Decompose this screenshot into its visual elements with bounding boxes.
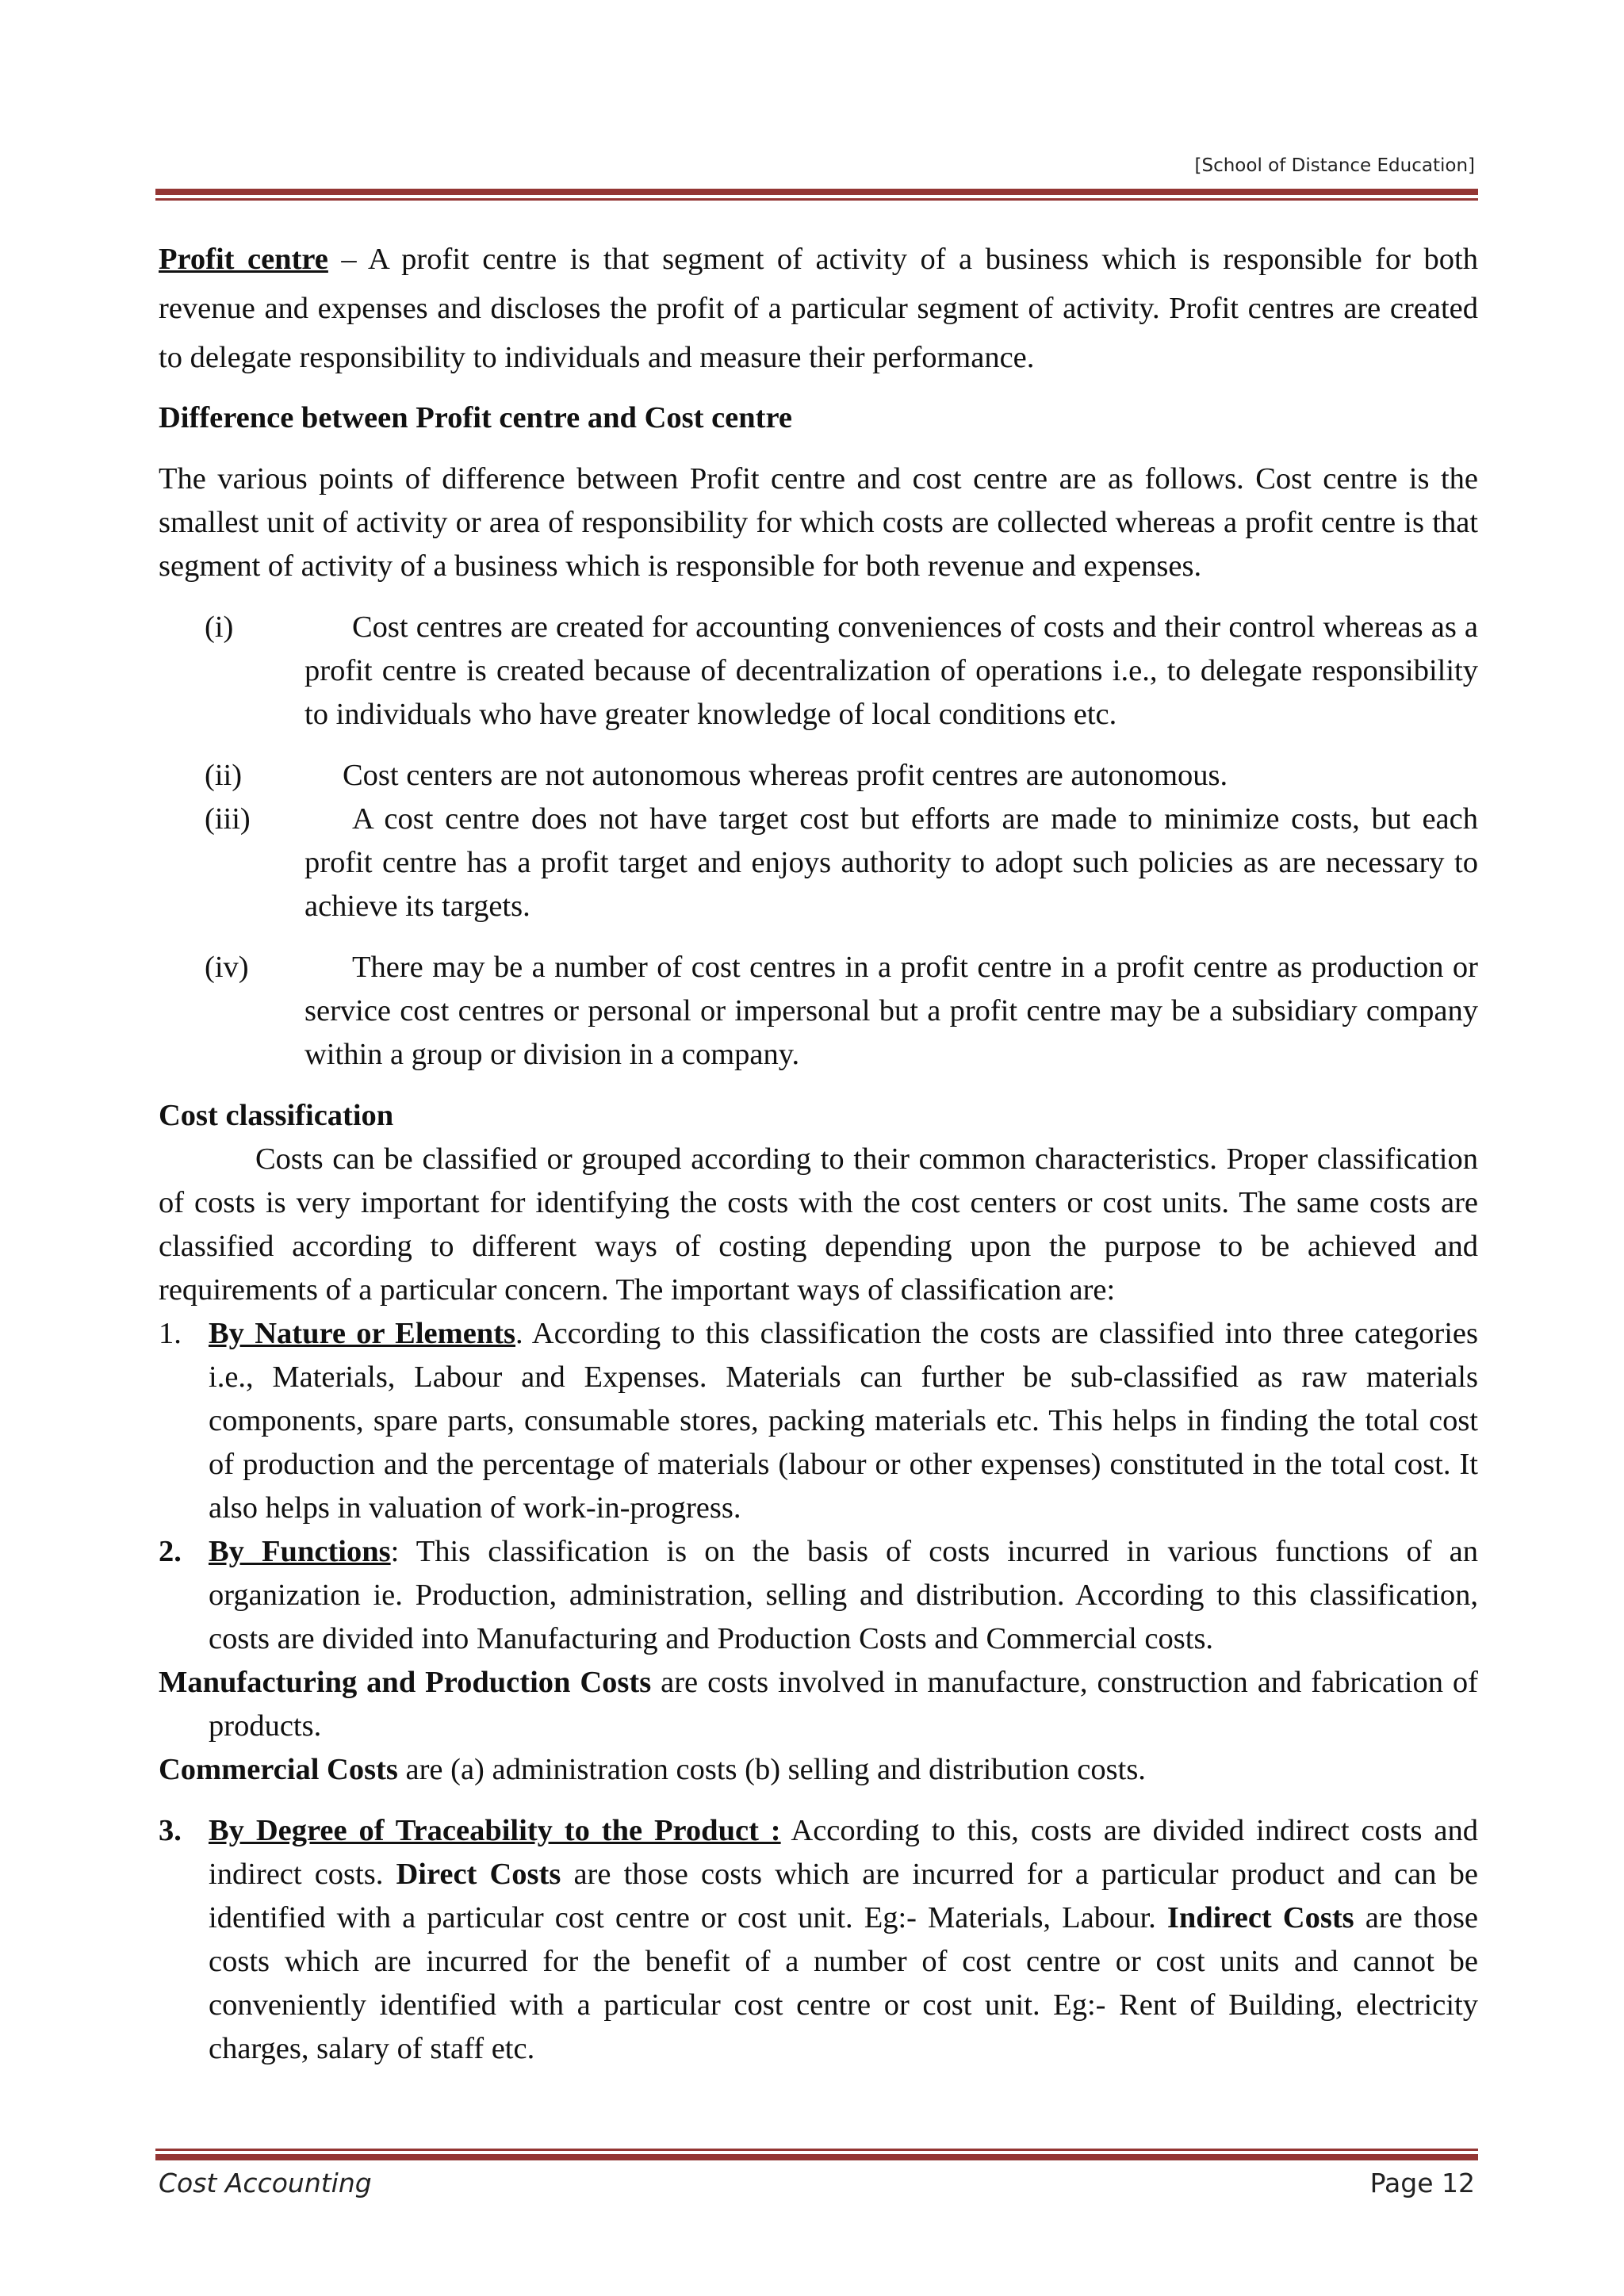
point-text: Cost centers are not autonomous whereas profit centres are autonomous. <box>343 759 1228 792</box>
item-text: . According to this classification the costs are classified into three categories i.e., Materials, Labour and Expenses. Materials can further be sub-classified as raw materials components, spare parts, consumable stores, packing materials etc. This helps in finding the total cost of production and the percentage of materials (labour or other expenses) constituted in the total cost. It also helps in valuation of work-in-progress. <box>209 1317 1478 1525</box>
cost-classification-paragraph: Costs can be classified or grouped according to their common characteristics. Proper classification of costs is very important for identifying the costs with the cost centers or cost units. The same costs are classified according to different ways of costing depending upon the purpose to be achieved and requirements of a particular concern. The important ways of classification are: <box>159 1142 1478 1307</box>
manufacturing-term: Manufacturing and Production Costs <box>159 1666 652 1699</box>
header-rule <box>155 189 1478 195</box>
item-text: : This classification is on the basis of costs incurred in various functions of an organization ie. Production, administration, selling and distribution. According to this classification, costs are divided into Manufacturing and Production Costs and Commercial costs. <box>209 1535 1478 1655</box>
difference-paragraph: The various points of difference between Profit centre and cost centre are as follows. Cost centre is the smallest unit of activity or area of responsibility for which costs are collected whereas a profit centre is that segment of activity of a business which is responsible for both revenue and expenses. <box>159 462 1478 583</box>
header-institution: [School of Distance Education] <box>1194 155 1475 176</box>
manufacturing-text: are costs involved in manufacture, construction and fabrication of products. <box>209 1666 1478 1743</box>
point-text: A cost centre does not have target cost but efforts are made to minimize costs, but each profit centre has a profit target and enjoys authority to adopt such policies as are necessary to achieve its targets. <box>304 802 1478 923</box>
profit-centre-definition <box>159 235 1478 382</box>
item-text: According to this, costs are divided indirect costs and indirect costs. <box>209 1814 1478 1891</box>
item-number: 3. <box>159 1814 182 1847</box>
point-text: Cost centres are created for accounting conveniences of costs and their control whereas as a profit centre is created because of decentralization of operations i.e., to delegate responsibility to individuals who have greater knowledge of local conditions etc. <box>304 610 1478 731</box>
classification-item-functions <box>159 1530 1478 1661</box>
commercial-costs-definition <box>159 1748 1478 1792</box>
difference-point <box>159 754 1478 798</box>
item-number: 1. <box>159 1317 182 1350</box>
point-text: There may be a number of cost centres in a profit centre in a profit centre as production or service cost centres or personal or impersonal but a profit centre may be a subsidiary company within a group or division in a company. <box>304 951 1478 1071</box>
difference-heading: Difference between Profit centre and Cost centre <box>159 401 792 434</box>
main-content <box>159 235 1478 2071</box>
profit-centre-term: Profit centre <box>159 243 328 276</box>
item-title: By Nature or Elements <box>209 1317 515 1350</box>
item-text: are those costs which are incurred for a particular product and can be identified with a particular cost centre or cost unit. Eg:- Materials, Labour. <box>209 1858 1478 1934</box>
point-number: (iii) <box>205 802 251 836</box>
footer-rule <box>155 2154 1478 2160</box>
point-number: (ii) <box>205 759 243 792</box>
point-number: (iv) <box>205 951 249 984</box>
item-number: 2. <box>159 1535 182 1568</box>
page-number: Page 12 <box>1369 2168 1475 2198</box>
footer-rule-thin <box>155 2149 1478 2151</box>
indirect-costs-term: Indirect Costs <box>1166 1901 1354 1934</box>
commercial-term: Commercial Costs <box>159 1753 398 1786</box>
cost-classification-heading: Cost classification <box>159 1099 394 1132</box>
commercial-text: are (a) administration costs (b) selling and distribution costs. <box>397 1753 1146 1786</box>
footer-course-title: Cost Accounting <box>159 2168 372 2198</box>
difference-point <box>159 946 1478 1077</box>
manufacturing-costs-definition <box>159 1661 1478 1748</box>
point-number: (i) <box>205 610 234 644</box>
profit-centre-text: – A profit centre is that segment of activity of a business which is responsible for both revenue and expenses and discloses the profit of a particular segment of activity. Profit centres are created to delegate responsibility to individuals and measure their performance. <box>159 243 1478 374</box>
item-title: By Functions <box>209 1535 391 1568</box>
direct-costs-term: Direct Costs <box>396 1858 561 1891</box>
classification-item-nature <box>159 1312 1478 1530</box>
header-rule-thin <box>155 198 1478 201</box>
item-text: are those costs which are incurred for the benefit of a number of cost centre or cost units and cannot be conveniently identified with a particular cost centre or cost unit. Eg:- Rent of Building, electricity charges, salary of staff etc. <box>209 1901 1479 2065</box>
difference-point <box>159 798 1478 928</box>
difference-point <box>159 606 1478 737</box>
item-title: By Degree of Traceability to the Product : <box>209 1814 781 1847</box>
classification-item-traceability <box>159 1809 1478 2071</box>
